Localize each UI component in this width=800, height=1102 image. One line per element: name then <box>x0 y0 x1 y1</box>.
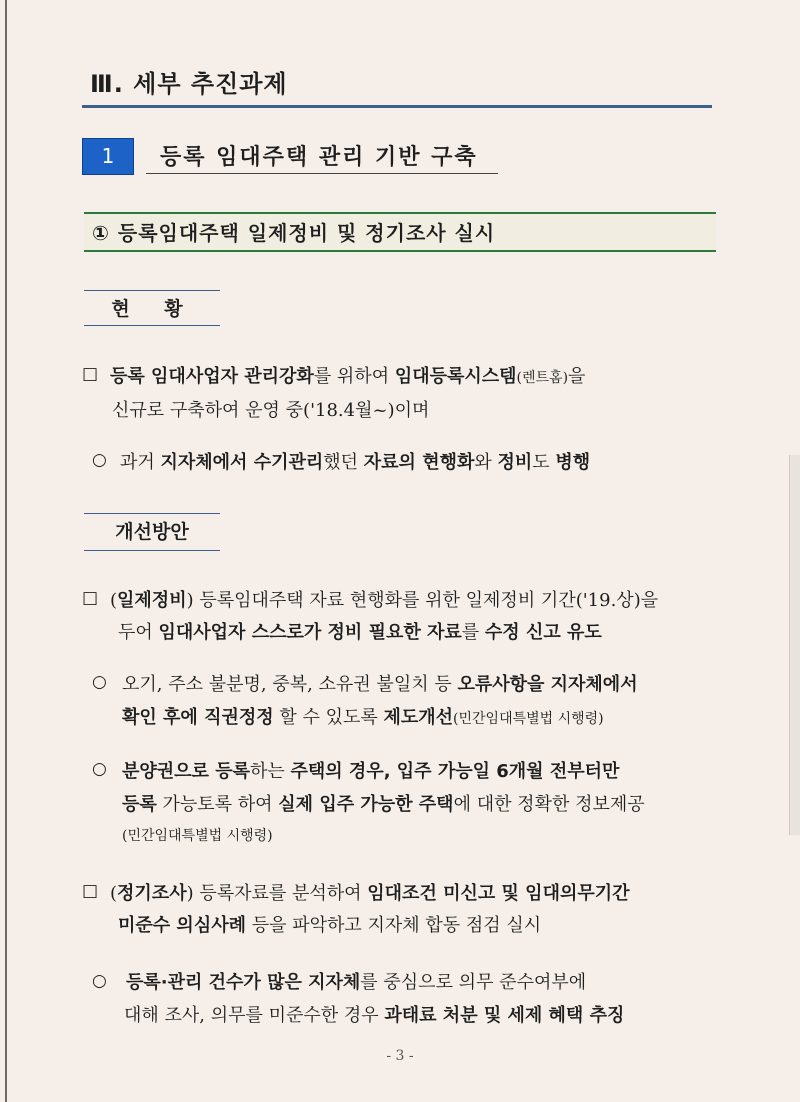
improvement-para-5-line-2 <box>124 1001 624 1027</box>
bold-text: 등록 임대사업자 관리강화 <box>110 366 314 387</box>
text: 대해 조사, 의무를 미준수한 경우 <box>124 1005 385 1026</box>
bold-text: 병행 <box>555 452 591 473</box>
text: 두어 <box>118 622 159 643</box>
bold-text: 정기조사 <box>117 883 187 904</box>
improvement-para-2-line-2 <box>122 703 604 729</box>
bold-text: 임대등록시스템 <box>394 366 517 387</box>
improvement-para-2-line-1 <box>122 670 638 696</box>
bold-text: 지자체에서 수기관리 <box>160 452 324 473</box>
bold-text: 분양권으로 등록 <box>122 761 250 782</box>
bold-text: 임대사업자 스스로가 정비 필요한 자료 <box>158 622 462 643</box>
bold-text: 등록 <box>122 794 157 815</box>
scrollbar-edge <box>789 455 800 835</box>
improvement-para-5-line-1 <box>126 968 586 994</box>
page-number: - 3 - <box>386 1048 414 1064</box>
text: 등을 파악하고 지자체 합동 점검 실시 <box>245 915 542 936</box>
improvement-para-4-line-1 <box>110 879 630 905</box>
text: 할 수 있도록 <box>273 707 384 728</box>
status-para-2 <box>120 448 590 474</box>
status-label: 현 황 <box>84 290 220 326</box>
bold-text: 제도개선 <box>383 707 454 728</box>
improvement-para-4-line-2 <box>118 911 541 937</box>
improvement-label: 개선방안 <box>84 513 220 551</box>
square-bullet: □ <box>82 364 99 384</box>
text: 도 <box>532 452 556 473</box>
circle-bullet: ○ <box>92 672 107 692</box>
text: 오기, 주소 불분명, 중복, 소유권 불일치 등 <box>122 674 458 695</box>
text: 을 <box>568 366 586 387</box>
text: 하는 <box>249 761 291 782</box>
section-number-box: 1 <box>82 138 134 175</box>
bold-text: 실제 입주 가능한 주택 <box>278 794 454 815</box>
circle-bullet: ○ <box>92 759 107 779</box>
bold-text: 임대조건 미신고 및 임대의무기간 <box>367 883 630 904</box>
chapter-title: Ⅲ. 세부 추진과제 <box>90 70 288 98</box>
text: ( <box>110 590 118 611</box>
bold-text: 자료의 현행화 <box>363 452 475 473</box>
bold-text: 등록·관리 건수가 많은 지자체 <box>126 972 361 993</box>
improvement-para-3-line-2 <box>122 790 645 816</box>
status-para-1-line-2: 신규로 구축하여 운영 중('18.4월~)이며 <box>112 400 430 421</box>
bold-text: 오류사항을 지자체에서 <box>457 674 638 695</box>
text: ( <box>110 883 118 904</box>
square-bullet: □ <box>82 881 99 901</box>
small-text: (민간임대특별법 시행령) <box>453 711 604 727</box>
circle-bullet: ○ <box>92 971 107 991</box>
text: 를 중심으로 의무 준수여부에 <box>360 972 587 993</box>
bold-text: 정비 <box>497 452 533 473</box>
bold-text: 주택의 경우, 입주 가능일 6개월 전부터만 <box>290 761 620 782</box>
improvement-para-3-line-3 <box>122 824 273 845</box>
circle-bullet: ○ <box>92 450 107 470</box>
small-text: (렌트홈) <box>516 370 569 386</box>
section-rule <box>146 173 498 174</box>
text: ) 등록임대주택 자료 현행화를 위한 일제정비 기간('19.상)을 <box>186 590 659 611</box>
text: 와 <box>474 452 498 473</box>
small-text: (민간임대특별법 시행령) <box>122 828 273 844</box>
text: 를 <box>461 622 485 643</box>
improvement-para-3-line-1 <box>122 757 619 783</box>
text: ) 등록자료를 분석하여 <box>186 883 368 904</box>
chapter-rule <box>82 105 712 108</box>
status-para-1-line-1 <box>110 362 585 388</box>
text: 했던 <box>323 452 364 473</box>
text: 가능토록 하여 <box>156 794 279 815</box>
bold-text: 미준수 의심사례 <box>118 915 246 936</box>
square-bullet: □ <box>82 588 99 608</box>
bold-text: 일제정비 <box>117 590 187 611</box>
bold-text: 수정 신고 유도 <box>484 622 602 643</box>
subsection-title: ① 등록임대주택 일제정비 및 정기조사 실시 <box>92 221 496 245</box>
section-title: 등록 임대주택 관리 기반 구축 <box>160 145 478 170</box>
text: 에 대한 정확한 정보제공 <box>453 794 645 815</box>
page-edge <box>5 0 7 1102</box>
text: 과거 <box>120 452 161 473</box>
text: 를 위하여 <box>313 366 395 387</box>
improvement-para-1-line-1 <box>110 586 658 612</box>
improvement-para-1-line-2 <box>118 618 602 644</box>
bold-text: 확인 후에 직권정정 <box>122 707 274 728</box>
bold-text: 과태료 처분 및 세제 혜택 추징 <box>384 1005 625 1026</box>
